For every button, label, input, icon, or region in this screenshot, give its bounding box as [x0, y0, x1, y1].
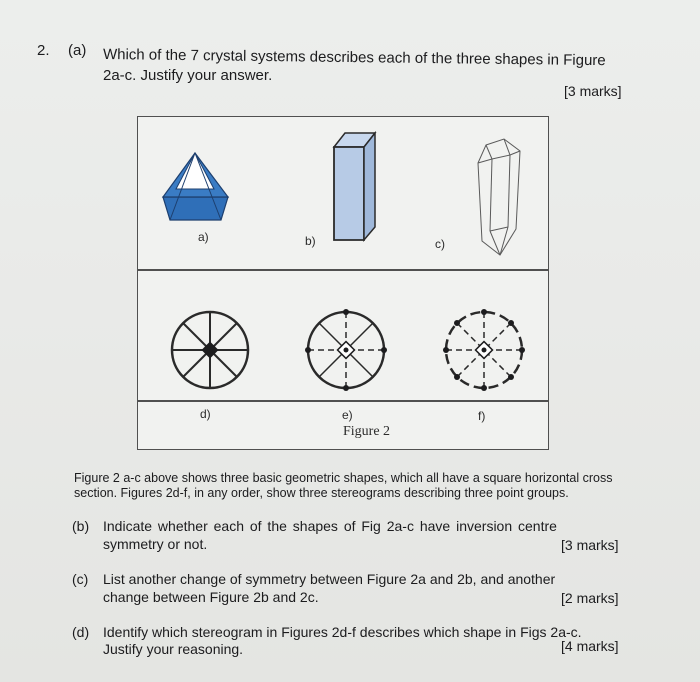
figure-label-e: e)	[342, 408, 353, 422]
part-b-text-line1: Indicate whether each of the shapes of Fig 2a-c have inversion centre	[103, 518, 557, 534]
part-b-marks: [3 marks]	[561, 537, 619, 553]
part-a-text-line2: 2a-c. Justify your answer.	[103, 67, 273, 84]
shape-b-square-prism	[334, 133, 375, 240]
pyramid-base	[163, 197, 228, 220]
part-d-marks: [4 marks]	[561, 638, 619, 654]
part-d-label: (d)	[72, 624, 90, 640]
shape-a-square-pyramid	[163, 153, 228, 220]
figure-label-c: c)	[435, 237, 445, 251]
stereogram-f	[443, 309, 525, 391]
figure-drawings	[138, 117, 548, 449]
part-c-label: (c)	[72, 571, 89, 587]
figure-label-b: b)	[305, 234, 316, 248]
prism-side	[364, 133, 375, 240]
stereogram-d	[172, 312, 248, 388]
part-b-text-line2: symmetry or not.	[103, 536, 208, 552]
figure-caption: Figure 2	[343, 424, 391, 439]
part-d-text-line2: Justify your reasoning.	[103, 641, 244, 657]
figure-label-f: f)	[478, 409, 486, 423]
question-number: 2.	[37, 42, 50, 59]
figure-label-a: a)	[198, 230, 209, 244]
description-line2: section. Figures 2d-f, in any order, show three stereograms describing three point groups.	[74, 486, 569, 500]
shape-c-capped-prism	[478, 139, 520, 255]
part-b-label: (b)	[72, 518, 90, 534]
figure-2	[137, 116, 549, 450]
part-c-marks: [2 marks]	[561, 590, 619, 606]
part-d-text-line1: Identify which stereogram in Figures 2d-f describes which shape in Figs 2a-c.	[103, 624, 582, 640]
stereogram-e	[305, 309, 387, 391]
part-a-marks: [3 marks]	[564, 83, 622, 99]
description-line1: Figure 2 a-c above shows three basic geometric shapes, which all have a square horizontal cross	[74, 471, 613, 485]
part-a-text-line1: Which of the 7 crystal systems describes each of the three shapes in Figure	[102, 46, 606, 70]
capped-prism-outline	[478, 139, 520, 255]
part-a-label: (a)	[68, 42, 87, 59]
prism-front	[334, 147, 364, 240]
part-c-text-line2: change between Figure 2b and 2c.	[103, 589, 319, 605]
part-c-text-line1: List another change of symmetry between Figure 2a and 2b, and another	[103, 571, 556, 587]
figure-label-d: d)	[200, 407, 211, 421]
